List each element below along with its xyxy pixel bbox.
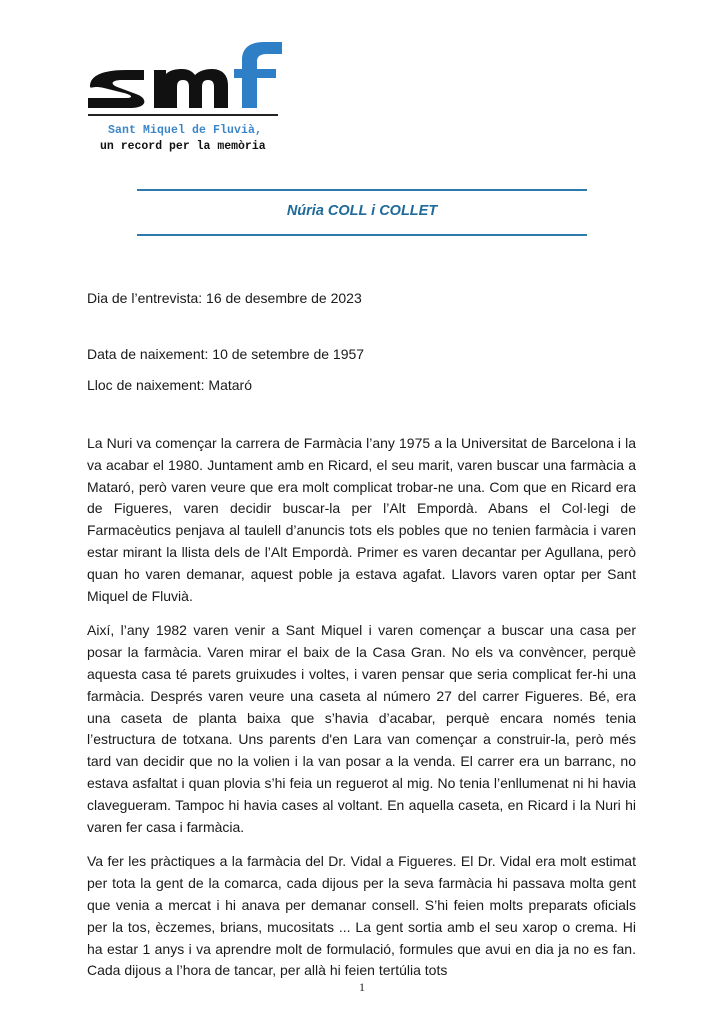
interview-date: Dia de l’entrevista: 16 de desembre de 2023 — [87, 290, 362, 306]
smf-logo-letters-icon — [86, 40, 286, 108]
document-body — [87, 433, 636, 995]
birth-date: Data de naixement: 10 de setembre de 1957 — [87, 346, 365, 362]
logo-tagline-place: Sant Miquel de Fluvià, — [108, 124, 263, 137]
title-rule-top — [137, 189, 587, 191]
smf-logo — [86, 40, 286, 160]
birth-place: Lloc de naixement: Mataró — [87, 377, 252, 393]
logo-tagline-motto: un record per la memòria — [100, 140, 266, 153]
body-paragraph: La Nuri va començar la carrera de Farmàcia l’any 1975 a la Universitat de Barcelona i la va acabar el 1980. Juntament amb en Ricard, el seu marit, varen buscar una farmàcia a Mataró, però varen veure que era molt complicat trobar-ne una. Com que en Ricard era de Figueres, varen decidir buscar-la per l’Alt Empordà. Abans el Col·legi de Farmacèutics penjava al taulell d’anuncis tots els pobles que no tenien farmàcia i varen estar mirant la llista dels de l’Alt Empordà. Primer es varen decantar per Agullana, però quan ho varen demanar, aquest poble ja estava agafat. Llavors varen optar per Sant Miquel de Fluvià. — [87, 435, 636, 604]
body-paragraph: Va fer les pràctiques a la farmàcia del Dr. Vidal a Figueres. El Dr. Vidal era molt estimat per tota la gent de la comarca, cada dijous per la seva farmàcia hi passava molta gent que venia a mercat i hi anava per demanar consell. S’hi feien molts preparats oficials per la tos, èczemes, brians, mucositats ... La gent sortia amb el seu xarop o crema. Hi ha estar 1 anys i va aprendre molt de formulació, formules que avui en dia ja no es fan. Cada dijous a l’hora de tancar, per allà hi feien tertúlia tots — [87, 853, 636, 979]
page-number: 1 — [359, 980, 365, 994]
title-rule-bottom — [137, 234, 587, 236]
document-title: Núria COLL i COLLET — [286, 203, 438, 219]
body-paragraph: Així, l’any 1982 varen venir a Sant Miquel i varen començar a buscar una casa per posar la farmàcia. Varen mirar el baix de la Casa Gran. No els va convèncer, perquè aquesta casa té parets gruixudes i voltes, i varen pensar que seria complicat fer-hi una farmàcia. Després varen veure una caseta al número 27 del carrer Figueres. Bé, era una caseta de planta baixa que s’havia d’acabar, perquè encara només tenia l’estructura de totxana. Uns parents d'en Lara van començar a construir-la, però més tard van decidir que no la volien i la van posar a la venda. El carrer era un barranc, no estava asfaltat i quan plovia s’hi feia un reguerot al mig. No tenia l’enllumenat ni hi havia clavegueram. Tampoc hi havia cases al voltant. En aquella caseta, en Ricard i la Nuri hi varen fer casa i farmàcia. — [87, 622, 636, 835]
logo-underline — [88, 114, 278, 116]
